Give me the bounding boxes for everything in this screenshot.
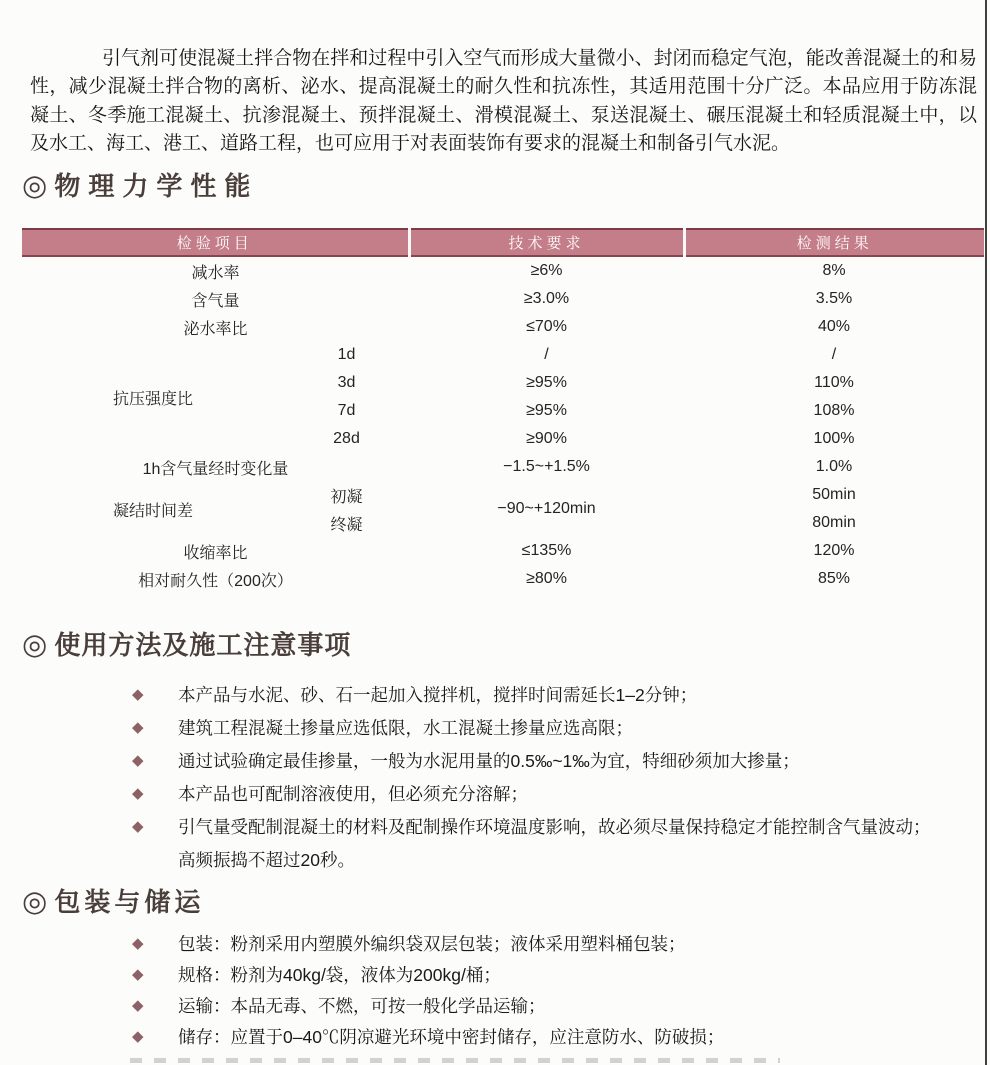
list-item-text: 建筑工程混凝土掺量应选低限，水工混凝土掺量应选高限； — [178, 718, 633, 738]
table-row — [22, 341, 984, 369]
section-heading-usage-notes — [22, 629, 351, 661]
cutoff-text-remnant — [130, 1058, 780, 1063]
cell-result: / — [831, 346, 837, 363]
cell-result: 120% — [813, 542, 855, 559]
cell-result: 50min — [812, 486, 856, 503]
list-item — [132, 783, 977, 805]
section-heading-packaging-storage — [22, 886, 204, 918]
cell-result: 85% — [818, 570, 851, 587]
diamond-bullet-icon: ◆ — [132, 719, 144, 736]
cell-requirement: −1.5~+1.5% — [503, 458, 590, 475]
physical-properties-table — [22, 228, 984, 593]
list-item-text: 本产品与水泥、砂、石一起加入搅拌机，搅拌时间需延长1–2分钟； — [178, 685, 698, 705]
cell-requirement: ≥90% — [526, 430, 567, 447]
section-title: 物理力学性能 — [54, 171, 259, 201]
cell-group-setting-time: 凝结时间差 — [112, 502, 193, 520]
list-item-text: 包装：粉剂采用内塑膜外编织袋双层包装；液体采用塑料桶包装； — [178, 934, 686, 954]
cell-result: 108% — [813, 402, 855, 419]
diamond-bullet-icon: ◆ — [132, 997, 144, 1014]
cell-item: 1h含气量经时变化量 — [142, 460, 289, 478]
diamond-bullet-icon: ◆ — [132, 818, 144, 835]
cell-result: 8% — [822, 262, 846, 279]
page-edge-line — [985, 0, 987, 1065]
cell-group-compressive-strength: 抗压强度比 — [112, 390, 193, 408]
double-circle-bullet-icon: ◎ — [22, 886, 48, 918]
packaging-bullet-list — [132, 933, 977, 1057]
usage-bullet-list — [132, 684, 977, 882]
cell-requirement: / — [544, 346, 549, 363]
col-header-test-result: 检测结果 — [684, 229, 984, 256]
col-header-test-item: 检验项目 — [22, 229, 409, 256]
cell-stage: 初凝 — [330, 488, 363, 506]
col-header-tech-requirement: 技术要求 — [409, 229, 684, 256]
table-row — [22, 537, 984, 565]
table-row — [22, 481, 984, 509]
double-circle-bullet-icon: ◎ — [22, 170, 48, 202]
diamond-bullet-icon: ◆ — [132, 785, 144, 802]
section-title: 使用方法及施工注意事项 — [54, 630, 352, 660]
cell-age: 3d — [337, 374, 356, 391]
cell-requirement: ≥80% — [526, 570, 567, 587]
diamond-bullet-icon: ◆ — [132, 686, 144, 703]
cell-age: 7d — [337, 402, 356, 419]
list-item — [132, 1026, 977, 1048]
section-title: 包装与储运 — [54, 887, 205, 917]
list-item — [132, 717, 977, 739]
list-item-text: 高频振捣不超过20秒。 — [178, 850, 355, 870]
list-item-text: 规格：粉剂为40kg/袋，液体为200kg/桶； — [178, 965, 501, 985]
cell-item: 含气量 — [191, 292, 240, 310]
diamond-bullet-icon: ◆ — [132, 752, 144, 769]
cell-requirement: ≤135% — [521, 542, 572, 559]
intro-paragraph: 引气剂可使混凝土拌合物在拌和过程中引入空气而形成大量微小、封闭而稳定气泡，能改善混凝土的和易性，减少混凝土拌合物的离析、泌水、提高混凝土的耐久性和抗冻性，其适用范围十分广泛。本品应用于防冻混凝土、冬季施工混凝土、抗渗混凝土、预拌混凝土、滑模混凝土、泵送混凝土、碾压混凝土和轻质混凝土中，以及水工、海工、港工、道路工程，也可应用于对表面装饰有要求的混凝土和制备引气水泥。 — [30, 48, 977, 155]
table-row — [22, 453, 984, 481]
list-item — [132, 684, 977, 706]
cell-result: 110% — [814, 374, 854, 391]
list-item-text: 储存：应置于0–40℃阴凉避光环境中密封储存，应注意防水、防破损； — [178, 1027, 725, 1047]
cell-result: 100% — [813, 430, 855, 447]
double-circle-bullet-icon: ◎ — [22, 629, 48, 661]
cell-age: 28d — [333, 430, 360, 447]
list-item — [132, 964, 977, 986]
cell-requirement: ≥95% — [526, 402, 567, 419]
list-item-text: 运输：本品无毒、不燃，可按一般化学品运输； — [178, 996, 546, 1016]
cell-age: 1d — [337, 346, 356, 363]
cell-item: 泌水率比 — [183, 320, 248, 338]
cell-item: 相对耐久性（200次） — [138, 572, 293, 590]
cell-requirement: ≥6% — [530, 262, 563, 279]
section-heading-physical-properties — [22, 170, 258, 202]
cell-requirement: −90~+120min — [497, 500, 596, 517]
list-item — [132, 995, 977, 1017]
table-row — [22, 565, 984, 593]
diamond-bullet-icon: ◆ — [132, 1028, 144, 1045]
cell-stage: 终凝 — [330, 516, 363, 534]
diamond-bullet-icon: ◆ — [132, 966, 144, 983]
cell-requirement: ≥3.0% — [523, 290, 570, 307]
cell-item: 减水率 — [191, 264, 240, 282]
table-row — [22, 313, 984, 341]
table-row — [22, 285, 984, 313]
list-item — [132, 933, 977, 955]
list-item-continuation — [132, 849, 977, 871]
list-item-text: 通过试验确定最佳掺量，一般为水泥用量的0.5‰~1‰为宜，特细砂须加大掺量； — [178, 751, 800, 771]
cell-requirement: ≤70% — [526, 318, 567, 335]
cell-result: 1.0% — [815, 458, 853, 475]
cell-requirement: ≥95% — [526, 374, 567, 391]
table-row — [22, 256, 984, 285]
cell-result: 40% — [818, 318, 851, 335]
cell-result: 80min — [812, 514, 856, 531]
list-item-text: 本产品也可配制溶液使用，但必须充分溶解； — [178, 784, 528, 804]
list-item — [132, 816, 977, 838]
diamond-bullet-icon: ◆ — [132, 935, 144, 952]
cell-item: 收缩率比 — [183, 544, 248, 562]
list-item — [132, 750, 977, 772]
list-item-text: 引气量受配制混凝土的材料及配制操作环境温度影响，故必须尽量保持稳定才能控制含气量波动； — [178, 817, 931, 837]
table-header-row — [22, 229, 984, 256]
cell-result: 3.5% — [815, 290, 853, 307]
